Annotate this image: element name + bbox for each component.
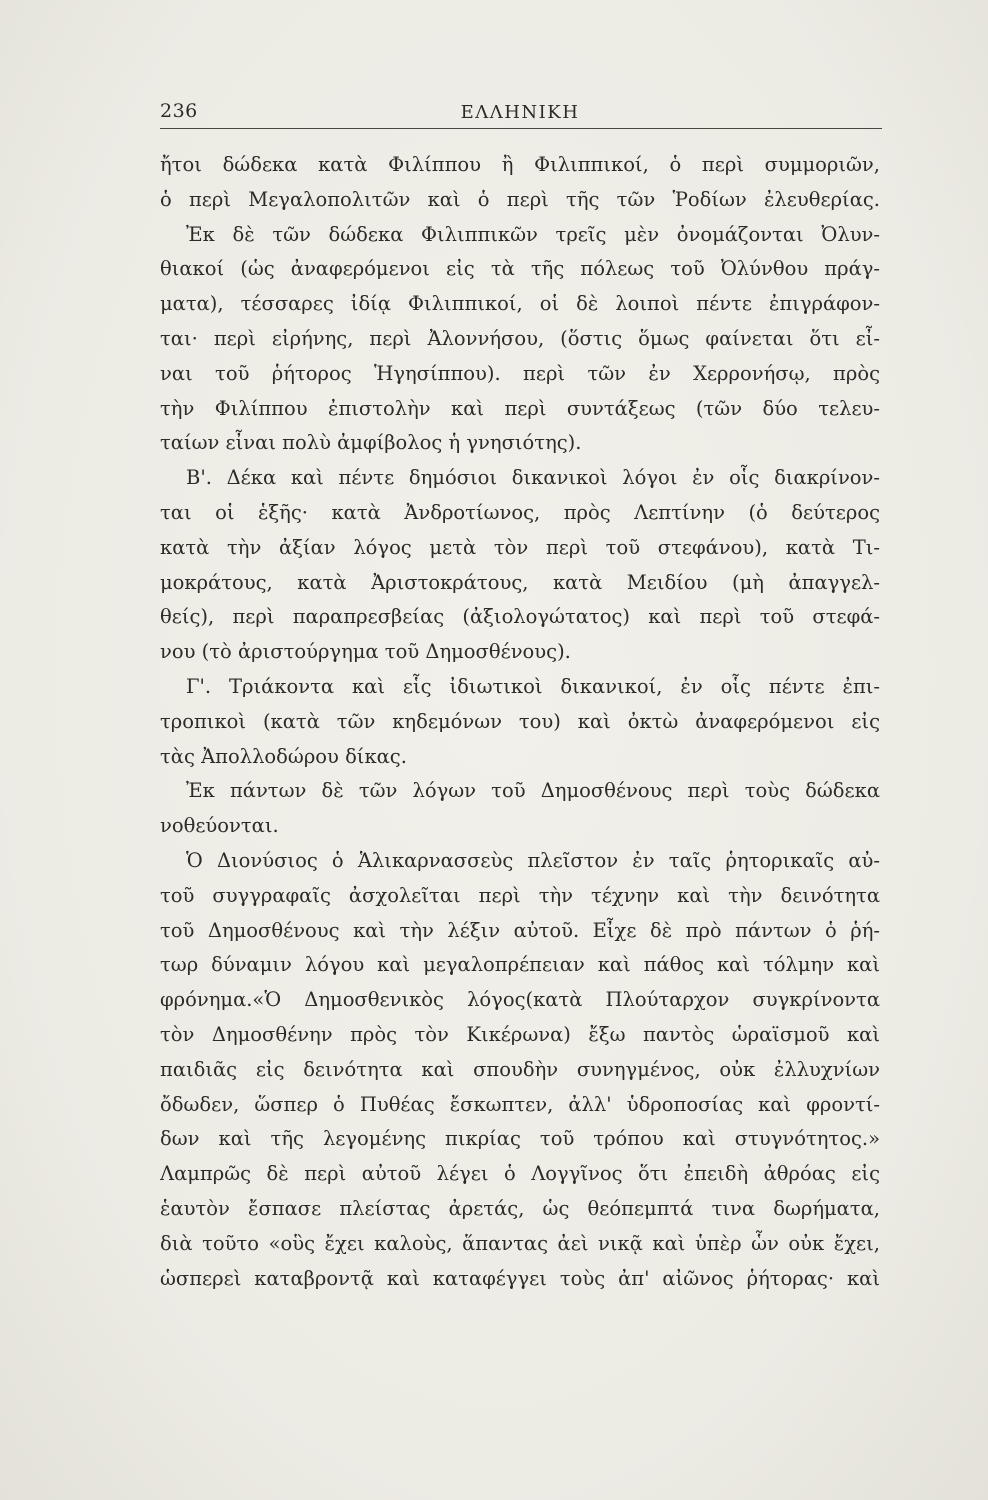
text-line: ταίων εἶναι πολὺ ἀμφίβολος ἡ γνησιότης). [160,431,582,455]
text-line: κατὰ τὴν ἀξίαν λόγος μετὰ τὸν περὶ τοῦ στεφάνου), κατὰ Τι- [160,535,880,559]
text-line: Β'. Δέκα καὶ πέντε δημόσιοι δικανικοὶ λόγοι ἐν οἷς διακρίνον- [186,466,880,490]
text-line: ται οἱ ἑξῆς· κατὰ Ἀνδροτίωνος, πρὸς Λεπτίνην (ὁ δεύτερος [160,500,880,524]
text-line: ὡσπερεὶ καταβροντᾷ καὶ καταφέγγει τοὺς ἀπ' αἰῶνος ῥήτορας· καὶ [160,1266,880,1290]
text-line: τὰς Ἀπολλοδώρου δίκας. [160,744,407,768]
text-line: τωρ δύναμιν λόγου καὶ μεγαλοπρέπειαν καὶ πάθος καὶ τόλμην καὶ [160,953,880,977]
text-line: νοθεύονται. [160,814,279,838]
running-head: ΕΛΛΗΝΙΚΗ [460,102,580,123]
text-line: διὰ τοῦτο «οὓς ἔχει καλοὺς, ἅπαντας ἀεὶ νικᾷ καὶ ὑπὲρ ὧν οὐκ ἔχει, [160,1231,880,1255]
text-line: τὸν Δημοσθένην πρὸς τὸν Κικέρωνα) ἔξω παντὸς ὡραϊσμοῦ καὶ [160,1022,880,1046]
text-line: ἑαυτὸν ἔσπασε πλείστας ἀρετάς, ὡς θεόπεμπτά τινα δωρήματα, [160,1196,880,1220]
text-line: τοῦ συγγραφαῖς ἀσχολεῖται περὶ τὴν τέχνην καὶ τὴν δεινότητα [160,883,880,907]
text-line: θείς), περὶ παραπρεσβείας (ἀξιολογώτατος) καὶ περὶ τοῦ στεφά- [160,605,880,629]
text-line: τροπικοὶ (κατὰ τῶν κηδεμόνων του) καὶ ὀκτὼ ἀναφερόμενοι εἰς [160,709,880,733]
text-line: τοῦ Δημοσθένους καὶ τὴν λέξιν αὐτοῦ. Εἶχε δὲ πρὸ πάντων ὁ ῥή- [160,918,880,942]
text-line: ται· περὶ εἰρήνης, περὶ Ἀλοννήσου, (ὅστις ὅμως φαίνεται ὅτι εἶ- [160,326,880,350]
body-text [160,148,880,1296]
text-line: Λαμπρῶς δὲ περὶ αὐτοῦ λέγει ὁ Λογγῖνος ὅτι ἐπειδὴ ἀθρόας εἰς [160,1162,880,1186]
text-line: ναι τοῦ ῥήτορος Ἡγησίππου). περὶ τῶν ἐν Χερρονήσῳ, πρὸς [160,361,880,385]
text-line: τὴν Φιλίππου ἐπιστολὴν καὶ περὶ συντάξεως (τῶν δύο τελευ- [160,396,880,420]
text-line: Ἐκ πάντων δὲ τῶν λόγων τοῦ Δημοσθένους περὶ τοὺς δώδεκα [186,779,880,803]
text-line: θιακοί (ὡς ἀναφερόμενοι εἰς τὰ τῆς πόλεως τοῦ Ὀλύνθου πράγ- [160,257,880,281]
header-rule [160,128,882,129]
text-line: Ὁ Διονύσιος ὁ Ἁλικαρνασσεὺς πλεῖστον ἐν ταῖς ῥητορικαῖς αὐ- [186,848,880,872]
page-header [160,100,880,130]
text-line: Γ'. Τριάκοντα καὶ εἷς ἰδιωτικοὶ δικανικοί, ἐν οἷς πέντε ἐπι- [186,674,880,698]
text-line: φρόνημα.«Ὁ Δημοσθενικὸς λόγος(κατὰ Πλούταρχον συγκρίνοντα [160,988,880,1012]
text-line: νου (τὸ ἀριστούργημα τοῦ Δημοσθένους). [160,640,571,664]
text-line: ματα), τέσσαρες ἰδίᾳ Φιλιππικοί, οἱ δὲ λοιποὶ πέντε ἐπιγράφον- [160,292,880,316]
text-line: παιδιᾶς εἰς δεινότητα καὶ σπουδὴν συνηγμένος, οὐκ ἐλλυχνίων [160,1057,880,1081]
text-line: ἤτοι δώδεκα κατὰ Φιλίππου ἢ Φιλιππικοί, ὁ περὶ συμμοριῶν, [160,153,880,176]
text-line: μοκράτους, κατὰ Ἀριστοκράτους, κατὰ Μειδίου (μὴ ἀπαγγελ- [160,570,880,594]
text-line: δων καὶ τῆς λεγομένης πικρίας τοῦ τρόπου καὶ στυγνότητος.» [160,1127,880,1151]
page-number: 236 [160,100,198,122]
text-line: Ἐκ δὲ τῶν δώδεκα Φιλιππικῶν τρεῖς μὲν ὀνομάζονται Ὀλυν- [186,222,880,246]
text-line: ὁ περὶ Μεγαλοπολιτῶν καὶ ὁ περὶ τῆς τῶν Ῥοδίων ἐλευθερίας. [160,187,880,211]
text-line: ὄδωδεν, ὥσπερ ὁ Πυθέας ἔσκωπτεν, ἀλλ' ὑδροποσίας καὶ φροντί- [160,1092,880,1116]
